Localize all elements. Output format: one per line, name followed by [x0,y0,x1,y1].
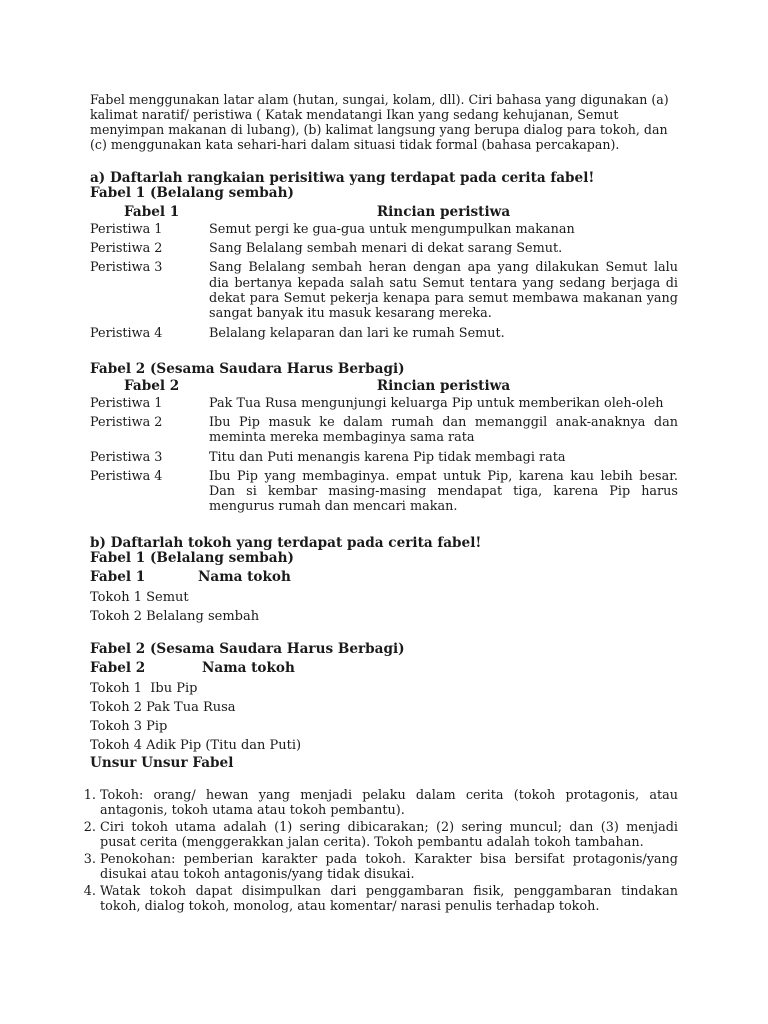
fabel2-events-table [90,377,678,514]
list-item: 1. Tokoh: orang/ hewan yang menjadi pelaku dalam cerita (tokoh protagonis, atau antagonis, tokoh utama atau tokoh pembantu). [100,788,678,818]
list-item: 2. Ciri tokoh utama adalah (1) sering dibicarakan; (2) sering muncul; dan (3) menjadi pusat cerita (menggerakkan jalan cerita). Tokoh pembantu adalah tokoh tambahan. [100,820,678,850]
fabel1-tokoh-col2: Nama tokoh [198,569,291,585]
table-row [90,260,678,326]
fabel2-tokoh-title: Fabel 2 (Sesama Saudara Harus Berbagi) [90,641,405,657]
row-label: Peristiwa 4 [90,468,163,484]
fabel2-title: Fabel 2 (Sesama Saudara Harus Berbagi) [90,361,405,377]
row-label: Peristiwa 3 [90,260,163,276]
column-header-rincian: Rincian peristiwa [376,377,511,394]
fabel2-tokoh-col1: Fabel 2 [90,660,146,676]
list-item: Tokoh 3 Pip [90,719,168,734]
list-item: Tokoh 2 Belalang sembah [90,609,260,624]
table-row [90,396,678,415]
fabel2-tokoh-col2: Nama tokoh [202,660,295,676]
row-label: Peristiwa 1 [90,396,163,411]
row-text: Titu dan Puti menangis karena Pip tidak membagi rata [209,449,566,465]
section-b-heading: b) Daftarlah tokoh yang terdapat pada cerita fabel! [90,535,482,551]
unsur-list [76,788,678,916]
row-label: Peristiwa 2 [90,415,163,431]
fabel1-tokoh-title: Fabel 1 (Belalang sembah) [90,550,294,566]
list-item: Tokoh 2 Pak Tua Rusa [90,700,236,715]
list-item: 4. Watak tokoh dapat disimpulkan dari penggambaran fisik, penggambaran tindakan tokoh, dialog tokoh, monolog, atau komentar/ narasi penulis terhadap tokoh. [100,884,678,914]
table-row [90,241,678,260]
fabel1-events-table [90,203,678,341]
table-row [90,222,678,241]
table-row [90,326,678,341]
row-text: Ibu Pip yang membaginya. empat untuk Pip, karena kau lebih besar. Dan si kembar masing-masing mendapat tiga, karena Pip harus mengurus rumah dan mencari makan. [209,468,678,515]
row-label: Peristiwa 4 [90,326,163,342]
list-item: 3. Penokohan: pemberian karakter pada tokoh. Karakter bisa bersifat protagonis/yang disukai atau tokoh antagonis/yang tidak disukai. [100,852,678,882]
row-text: Sang Belalang sembah heran dengan apa yang dilakukan Semut lalu dia bertanya kepada salah satu Semut tentara yang sedang berjaga di dekat para Semut pekerja kenapa para semut membawa makanan yang sangat banyak itu masuk kesarang mereka. [209,260,678,322]
list-item: Tokoh 1 Semut [90,590,189,605]
table-row [90,415,678,449]
table-header [90,203,678,222]
row-label: Peristiwa 1 [90,222,163,237]
table-header [90,377,678,396]
row-text: Ibu Pip masuk ke dalam rumah dan memanggil anak-anaknya dan meminta mereka membaginya sama rata [209,415,678,446]
row-text: Belalang kelaparan dan lari ke rumah Semut. [209,326,505,342]
table-row [90,450,678,469]
column-header-rincian: Rincian peristiwa [376,203,511,220]
unsur-heading: Unsur Unsur Fabel [90,755,234,771]
list-item: Tokoh 1 Ibu Pip [90,681,198,696]
row-text: Sang Belalang sembah menari di dekat sarang Semut. [209,241,563,257]
section-a-heading: a) Daftarlah rangkaian perisitiwa yang terdapat pada cerita fabel! [90,170,595,186]
intro-paragraph [90,92,678,152]
column-header-fabel: Fabel 2 [124,377,180,394]
row-label: Peristiwa 3 [90,449,163,465]
column-header-fabel: Fabel 1 [124,203,180,220]
table-row [90,469,678,515]
intro-text: Fabel menggunakan latar alam (hutan, sungai, kolam, dll). Ciri bahasa yang digunakan (a) kalimat naratif/ peristiwa ( Katak mendatangi Ikan yang sedang kehujanan, Semut menyimpan makanan di lubang), (b) kalimat langsung yang berupa dialog para tokoh, dan (c) menggunakan kata sehari-hari dalam situasi tidak formal (bahasa percakapan). [90,92,669,152]
row-label: Peristiwa 2 [90,241,163,257]
fabel1-title: Fabel 1 (Belalang sembah) [90,185,294,201]
fabel1-tokoh-col1: Fabel 1 [90,569,146,585]
row-text: Pak Tua Rusa mengunjungi keluarga Pip untuk memberikan oleh-oleh [209,396,664,411]
row-text: Semut pergi ke gua-gua untuk mengumpulkan makanan [209,222,575,237]
list-item: Tokoh 4 Adik Pip (Titu dan Puti) [90,738,302,753]
